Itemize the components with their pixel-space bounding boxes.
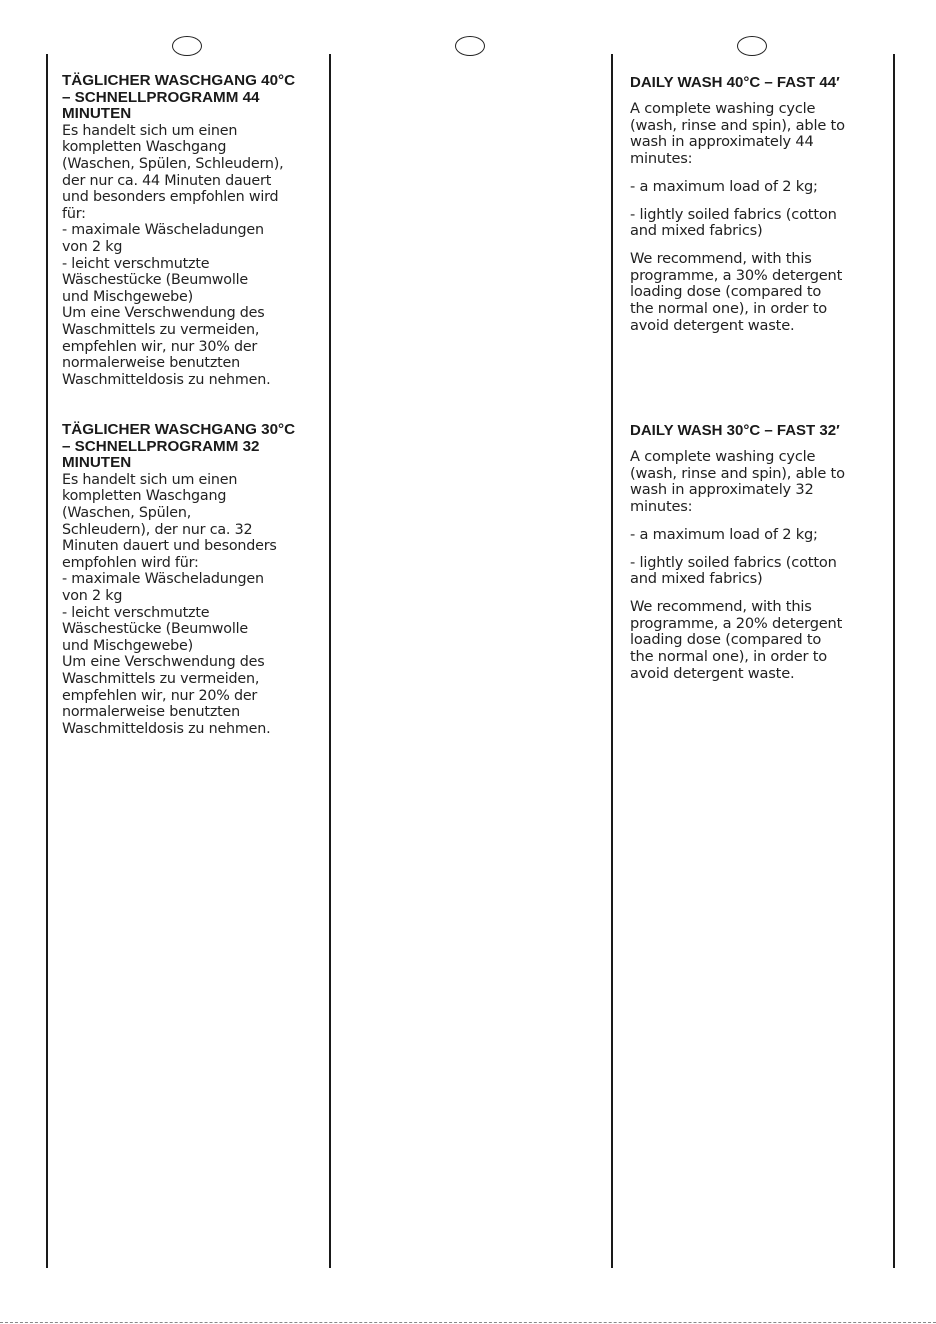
english-section-30 (630, 422, 892, 693)
german-body-40: Es handelt sich um einen kompletten Waschgang (Waschen, Spülen, Schleudern), der nur ca. 44 Minuten dauert und besonders empfohlen wird für: - maximale Wäscheladungen von 2 kg - leicht verschmutzte Wäschestücke (Beumwolle und Mischgewebe) Um eine Verschwendung des Waschmittels zu vermeiden, empfehlen wir, nur 30% der normalerweise benutzten Waschmitteldosis zu nehmen. (62, 122, 284, 388)
german-section-40 (62, 73, 324, 388)
language-marker-german (172, 36, 202, 56)
language-marker-english (737, 36, 767, 56)
english-paragraph: We recommend, with this programme, a 30% detergent loading dose (compared to the normal one), in order to avoid detergent waste. (630, 249, 843, 334)
english-paragraph: - lightly soiled fabrics (cotton and mixed fabrics) (630, 553, 837, 588)
german-heading-40: TÄGLICHER WASCHGANG 40°C – SCHNELLPROGRAMM 44 MINUTEN (62, 72, 296, 123)
column-rule-4 (893, 54, 895, 1268)
language-marker-middle (455, 36, 485, 56)
english-section-40 (630, 74, 892, 345)
english-heading-40: DAILY WASH 40°C – FAST 44′ (630, 74, 840, 91)
english-paragraph: - a maximum load of 2 kg; (630, 525, 818, 543)
english-paragraph: We recommend, with this programme, a 20% detergent loading dose (compared to the normal one), in order to avoid detergent waste. (630, 597, 843, 682)
german-heading-30: TÄGLICHER WASCHGANG 30°C – SCHNELLPROGRAMM 32 MINUTEN (62, 421, 296, 472)
column-rule-3 (611, 54, 613, 1268)
english-paragraph: A complete washing cycle (wash, rinse and spin), able to wash in approximately 44 minutes: (630, 100, 845, 168)
english-heading-30: DAILY WASH 30°C – FAST 32′ (630, 422, 840, 439)
column-rule-2 (329, 54, 331, 1268)
english-paragraph: A complete washing cycle (wash, rinse and spin), able to wash in approximately 32 minutes: (630, 448, 845, 516)
english-paragraph: - lightly soiled fabrics (cotton and mixed fabrics) (630, 205, 837, 240)
german-body-30: Es handelt sich um einen kompletten Waschgang (Waschen, Spülen, Schleudern), der nur ca. 32 Minuten dauert und besonders empfohlen wird für: - maximale Wäscheladungen von 2 kg - leicht verschmutzte Wäschestücke (Beumwolle und Mischgewebe) Um eine Verschwendung des Waschmittels zu vermeiden, empfehlen wir, nur 20% der normalerweise benutzten Waschmitteldosis zu nehmen. (62, 471, 277, 737)
english-paragraph: - a maximum load of 2 kg; (630, 177, 818, 195)
column-rule-1 (46, 54, 48, 1268)
page-bottom-edge (0, 1322, 936, 1323)
german-section-30 (62, 422, 324, 737)
